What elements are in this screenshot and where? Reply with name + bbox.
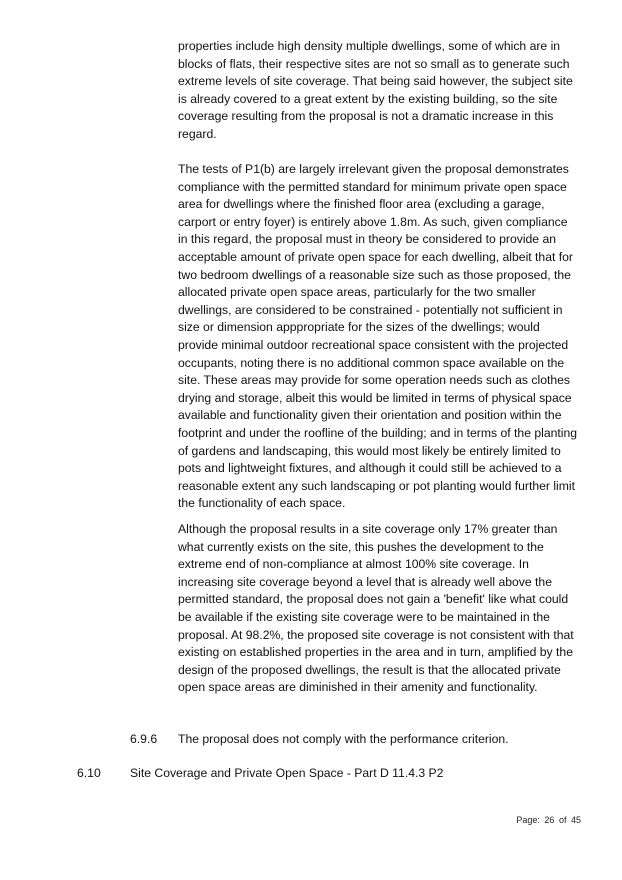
section-number: 6.10 <box>77 766 101 780</box>
of-label: of <box>558 815 567 825</box>
paragraph-site-coverage-increase: Although the proposal results in a site coverage only 17% greater than what currently exists on the site, this pushes the development to the extreme end of non-compliance at almost 100% site coverage. In increasing site coverage beyond a level that is already well above the permitted standard, the proposal does not gain a 'benefit' like what could be available if the existing site coverage were to be maintained in the proposal. At 98.2%, the proposed site coverage is not consistent with that existing on established properties in the area and in turn, amplified by the design of the proposed dwellings, the result is that the allocated private open space areas are diminished in their amenity and functionality. <box>178 522 574 695</box>
paragraph-site-coverage-context: properties include high density multiple dwellings, some of which are in blocks of flats, their respective sites are not so small as to generate such extreme levels of site coverage. That being said however, the subject site is already covered to a great extent by the existing building, so the site coverage resulting from the proposal is not a dramatic increase in this regard. <box>178 39 573 141</box>
clause-number: 6.9.6 <box>130 732 158 746</box>
total-pages: 45 <box>570 815 581 825</box>
page-number: 26 <box>544 815 555 825</box>
section-title: Site Coverage and Private Open Space - Part D 11.4.3 P2 <box>130 766 444 780</box>
page-footer <box>515 815 582 825</box>
paragraph-p1b-tests: The tests of P1(b) are largely irrelevant given the proposal demonstrates compliance with the permitted standard for minimum private open space area for dwellings where the finished floor area (excluding a garage, carport or entry foyer) is entirely above 1.8m. As such, given compliance in this regard, the proposal must in theory be considered to provide an acceptable amount of private open space for each dwelling, albeit that for two bedroom dwellings of a reasonable size such as those proposed, the allocated private open space areas, particularly for the two smaller dwellings, are considered to be constrained - potentially not sufficient in size or dimension apppropriate for the sizes of the dwellings; would provide minimal outdoor recreational space consistent with the projected occupants, noting there is no additional common space available on the site. These areas may provide for some operation needs such as clothes drying and storage, albeit this would be limited in terms of physical space available and functionality given their orientation and position within the footprint and under the roofline of the building; and in terms of the planting of gardens and landscaping, this would most likely be entirely limited to pots and lightweight fixtures, and although it could still be achieved to a reasonable extent any such landscaping or pot planting would further limit the functionality of each space. <box>178 162 578 511</box>
page-label: Page: <box>516 815 540 825</box>
clause-text: The proposal does not comply with the performance criterion. <box>178 732 509 746</box>
